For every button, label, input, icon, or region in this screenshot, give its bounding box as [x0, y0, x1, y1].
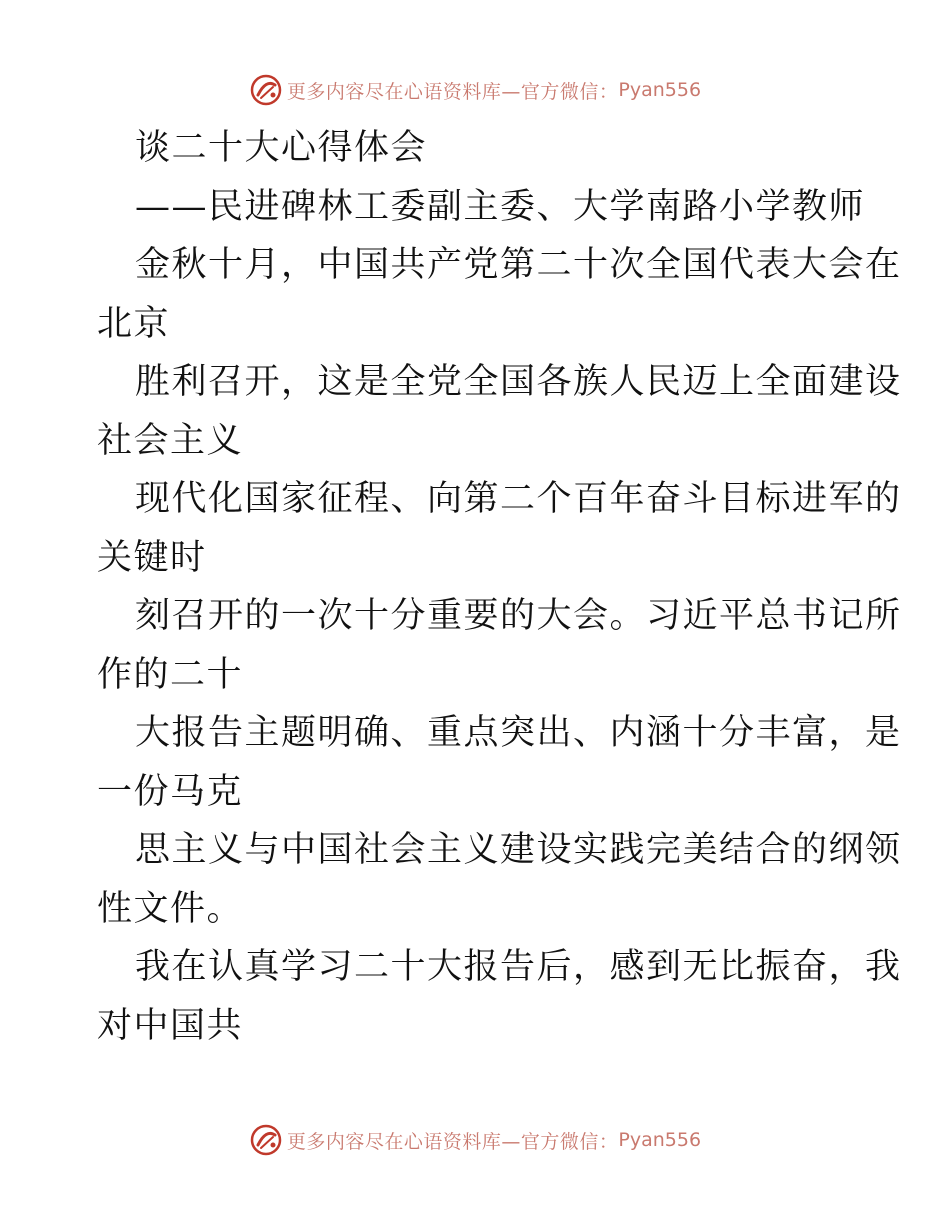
text-line: 胜利召开，这是全党全国各族人民迈上全面建设	[135, 362, 902, 402]
text-line: 北京	[97, 303, 171, 344]
text-line: 我在认真学习二十大报告后，感到无比振奋，我	[135, 947, 902, 987]
footer-watermark	[0, 1120, 950, 1160]
text-line: 思主义与中国社会主义建设实践完美结合的纲领	[135, 830, 902, 870]
seal-logo-icon	[249, 1123, 283, 1157]
watermark-text: 更多内容尽在心语资料库—官方微信：	[286, 80, 619, 103]
text-line: 刻召开的一次十分重要的大会。习近平总书记所	[135, 596, 902, 636]
seal-logo-icon	[249, 73, 283, 107]
text-line: 作的二十	[97, 654, 244, 695]
text-line: 一份马克	[97, 771, 244, 812]
document-title: 谈二十大心得体会	[135, 128, 428, 168]
document-subtitle: ——民进碑林工委副主委、大学南路小学教师	[135, 186, 866, 227]
header-watermark	[0, 70, 950, 110]
document-body	[97, 119, 902, 1055]
text-line: 性文件。	[97, 888, 244, 929]
text-line: 大报告主题明确、重点突出、内涵十分丰富，是	[135, 713, 902, 753]
watermark-text: 更多内容尽在心语资料库—官方微信：	[286, 1130, 619, 1153]
text-line: 关键时	[97, 537, 207, 578]
watermark-brand: Pyan556	[618, 79, 702, 101]
text-line: 现代化国家征程、向第二个百年奋斗目标进军的	[135, 479, 902, 519]
watermark-brand: Pyan556	[618, 1129, 702, 1151]
text-line: 社会主义	[97, 420, 244, 461]
text-line: 对中国共	[97, 1005, 244, 1046]
text-line: 金秋十月，中国共产党第二十次全国代表大会在	[135, 245, 902, 285]
